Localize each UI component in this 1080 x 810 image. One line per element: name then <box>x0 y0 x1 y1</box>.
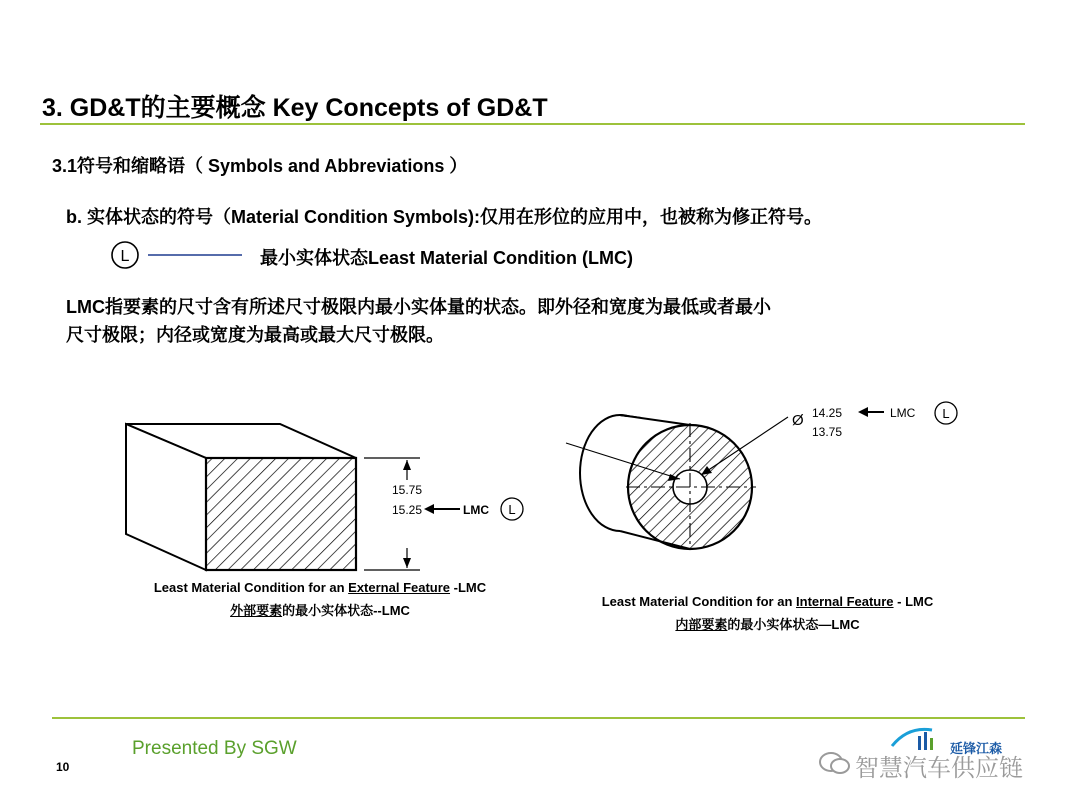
lmc-definition-paragraph <box>66 293 926 349</box>
section-heading: 3.1符号和缩略语（ Symbols and Abbreviations ） <box>52 156 468 176</box>
external-feature-figure <box>120 410 540 585</box>
item-b-text: b. 实体状态的符号（Material Condition Symbols):仅用在形位的应用中，也被称为修正符号。 <box>66 207 823 227</box>
dim-upper-left: 15.75 <box>391 483 423 497</box>
diameter-symbol: Ø <box>792 412 804 429</box>
symbol-letter-right: L <box>942 406 950 421</box>
watermark-text: 智慧汽车供应链 <box>855 755 1023 782</box>
dim-lower-left: 15.25 <box>391 503 423 517</box>
paragraph-line-1: LMC指要素的尺寸含有所述尺寸极限内最小实体量的状态。即外径和宽度为最低或者最小 <box>66 297 771 317</box>
slide-title: 3. GD&T的主要概念 Key Concepts of GD&T <box>42 94 548 122</box>
lmc-label-right: LMC <box>890 406 916 420</box>
dim-lower-right: 13.75 <box>812 425 843 439</box>
wechat-icon <box>818 750 852 776</box>
caption-right-en: Least Material Condition for an Internal Feature - LMC <box>601 594 934 609</box>
dim-upper-right: 14.25 <box>812 406 843 420</box>
caption-left-en: Least Material Condition for an External Feature -LMC <box>153 580 487 595</box>
lmc-description: 最小实体状态Least Material Condition (LMC) <box>260 248 633 268</box>
footer-divider <box>52 717 1025 719</box>
presented-by: Presented By SGW <box>132 738 297 759</box>
lmc-symbol-graphic <box>108 238 248 272</box>
page-number: 10 <box>56 760 70 774</box>
caption-right-cn: 内部要素的最小实体状态—LMC <box>675 617 860 632</box>
symbol-letter-left: L <box>508 502 516 517</box>
brand-name: 延锋江森 <box>950 741 1003 756</box>
caption-left-cn: 外部要素的最小实体状态--LMC <box>230 603 410 618</box>
title-divider <box>40 123 1025 125</box>
symbol-letter: L <box>120 248 130 265</box>
block-front-face-hatched <box>206 458 356 570</box>
lmc-label-left: LMC <box>463 503 489 517</box>
paragraph-line-2: 尺寸极限；内径或宽度为最高或最大尺寸极限。 <box>66 325 444 345</box>
internal-feature-figure <box>560 395 980 595</box>
